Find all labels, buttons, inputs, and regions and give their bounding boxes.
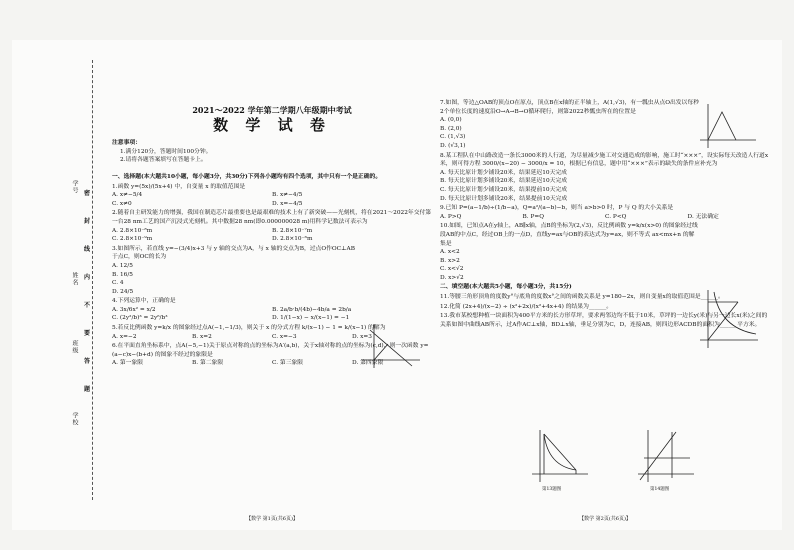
subject-title: 数 学 试 卷 — [213, 115, 331, 134]
seal-char: 答 — [84, 358, 91, 365]
option-a: A. x=−2 — [112, 333, 137, 340]
option-b: B. 每天比原计划多铺设20米，结果延迟10天完成 — [440, 178, 568, 185]
option-c: C. 每天比原计划少铺设20米，结果提前10天完成 — [440, 186, 568, 193]
section-1-header: 一、选择题(本大题共10小题，每小题3分，共30分)下列各小题均有四个选项，其中只有一个是正确的。 — [112, 173, 382, 180]
option-a: A. 3x/6x² = x/2 — [112, 306, 156, 313]
seal-char: 内 — [84, 274, 91, 281]
figure-q7 — [698, 102, 758, 150]
note-item: 2.请将各题答案填写在答题卡上。 — [120, 157, 207, 164]
option-c: C. 2.8×10⁻⁹m — [112, 236, 153, 243]
option-b: B. x=2 — [192, 333, 212, 340]
option-b: B. 2a/b·b/(4b)−4b/a = 2b/a — [272, 306, 352, 313]
option-c: C. 4 — [112, 280, 124, 287]
question-4 — [112, 297, 432, 323]
option-d: D. 每天比原计划多铺设20米，结果提前10天完成 — [440, 195, 568, 202]
name-label: 姓名 — [71, 272, 78, 286]
notes-title: 注意事项： — [112, 140, 141, 147]
option-d: D. 2.8×10⁻⁶m — [272, 236, 313, 243]
question-1 — [112, 183, 432, 209]
figure-q10 — [698, 288, 760, 350]
option-c: C. x≠0 — [112, 200, 132, 207]
option-b: B. x>2 — [440, 257, 460, 264]
option-a: A. 12/5 — [112, 262, 133, 269]
question-stem: 2.随着自主研发能力的增强，我国在制造芯片最重要也是最艰难的技术上有了新突破——光刻机，将在2021～2022年交付第一台28 nm工艺的国产沉浸式光刻机。其中数据28 nm(即0.000000028 m)用科学记数法可表示为 — [112, 210, 432, 225]
section-2-header: 二、填空题(本大题共5小题，每小题3分，共15分) — [440, 284, 572, 291]
exam-sheet — [12, 40, 782, 530]
option-a: A. 第一象限 — [112, 360, 144, 367]
question-stem: 10.如图，已知点A在y轴上，AB∥x轴，点B的坐标为(2,√3)，反比例函数 y=k/x(x>0) 的图象经过线段AB的中点C，经过OB上的一点D，直线y=ax与OB的表达式为y=ax，则不等式 ax<mx+n 的解集是 — [440, 223, 698, 247]
question-8 — [440, 152, 770, 204]
option-b: B. (2,0) — [440, 125, 462, 132]
option-a: A. 每天比原计划少铺设20米，结果延迟10天完成 — [440, 169, 567, 176]
exam-title: 2021～2022 学年第二学期八年级期中考试 — [192, 105, 352, 115]
option-b: B. x≠−4/5 — [272, 192, 303, 199]
option-d: D. 1/(1−x) − x/(x−1) = −1 — [272, 315, 350, 322]
option-b: B. 16/5 — [112, 271, 133, 278]
seal-char: 题 — [84, 386, 91, 393]
seal-line — [92, 60, 93, 500]
option-b: B. P=Q — [522, 213, 544, 220]
question-stem: 8.某工程队在中山路改造一条长3000米的人行道，为尽量减少施工对交通造成的影响，施工时“×××”，设实际每天改造人行道x米，则可得方程 3000/(x−20) − 3000/x = 10，根据已有信息，题中用“×××”表示的缺失的条件应补充为 — [440, 152, 769, 168]
question-3 — [112, 245, 432, 297]
class-label: 班级 — [71, 340, 78, 354]
binding-strip — [12, 40, 104, 530]
question-stem: 9.已知 P=(a−1/b)÷(1/b−a)，Q=a²/(a−b)−b，则当 a>b>0 时，P 与 Q 的大小关系是 — [440, 205, 674, 212]
question-10 — [440, 222, 770, 282]
option-a: A. 2.8×10⁻⁸m — [112, 227, 153, 234]
option-a: A. x≠−5/4 — [112, 192, 143, 199]
seal-char: 封 — [84, 218, 91, 225]
seal-char: 线 — [84, 246, 91, 253]
page-1 — [112, 40, 432, 530]
option-d: D. x=3 — [352, 333, 372, 340]
option-d: D. x=−4/5 — [272, 200, 303, 207]
figure-caption: 第13题图 — [542, 487, 562, 492]
figure-caption: 第14题图 — [650, 487, 670, 492]
question-stem: 7.如图，等边△OAB的顶点O在原点，顶点B在x轴的正半轴上，A(1,√3)，有一瓢虫从点O出发以每秒2个单位长度的速度沿O→A→B→O循环爬行，则第2022秒瓢虫所在的位置是 — [440, 100, 699, 115]
question-stem: 6.在平面直角坐标系中，点A(−5,−1)关于原点对称的点的坐标为A′(a,b)，关于x轴对称的点的坐标为(c,d)，则一次函数 y=(a−c)x−(b+d) 的图象不经过的象限是 — [112, 343, 429, 358]
question-13: 13.我市某校想种植一块面积为400平方米的长方形草坪，要求两邻边均不低于10米，草坪的一边长y(米)与另一边长x(米)之间的关系如图中曲线AB所示，过A作AC⊥x轴，BD⊥x轴，垂足分别为C，D，连接AB，则四边形ACDB的面积为______平方米。 — [440, 313, 768, 328]
figure-q3 — [360, 322, 422, 370]
option-b: B. 第二象限 — [192, 360, 224, 367]
question-2 — [112, 209, 432, 243]
option-a: A. (0,0) — [440, 117, 462, 124]
option-d: D. 无法确定 — [687, 213, 719, 220]
page-2 — [440, 40, 770, 530]
seal-char: 密 — [84, 190, 91, 197]
option-c: C. P<Q — [605, 213, 627, 220]
question-stem: 3.如图所示，若直线 y=−(3/4)x+3 与 y 轴的交点为A，与 x 轴的交点为B，过点O作OC⊥AB 于点C，则OC的长为 — [112, 245, 355, 261]
option-d: D. 24/5 — [112, 288, 134, 295]
question-11: 11.等腰三角形顶角的度数y°与底角的度数x°之间的函数关系是 y=180−2x，则自变量x的取值范围是______。 — [440, 294, 724, 301]
school-label: 学校 — [71, 412, 78, 426]
option-b: B. 2.8×10⁻⁷m — [272, 227, 313, 234]
option-a: A. x<2 — [440, 249, 460, 256]
question-stem: 1.函数 y=(5x)/(5x+4) 中，自变量 x 的取值范围是 — [112, 183, 246, 190]
option-d: D. 第四象限 — [352, 360, 384, 367]
question-12: 12.化简 (2x+4)/(x−2) ÷ (x²+2x)/(x²+4x+4) 的结果为______。 — [440, 303, 613, 310]
seal-char: 不 — [84, 302, 91, 309]
figure-q14 — [636, 428, 696, 486]
question-9 — [440, 204, 770, 221]
seal-char: 要 — [84, 330, 91, 337]
option-c: C. (1,√3) — [440, 134, 466, 141]
question-stem: 5.若反比例函数 y=k/x 的图象经过点A(−1,−1/3)，则关于 x 的分式方程 k/(x−1) − 1 = k/(x−1) 的解为 — [112, 325, 386, 332]
option-c: C. 第三象限 — [272, 360, 304, 367]
page-1-footer: 【数学 第1页(共6页)】 — [246, 516, 298, 523]
option-c: C. (2y²/b)³ = 2y⁶/b³ — [112, 315, 168, 322]
option-c: C. x<√2 — [440, 266, 464, 273]
option-d: D. (√3,1) — [440, 142, 466, 149]
option-c: C. x=−3 — [272, 333, 297, 340]
student-id-label: 学号 — [71, 180, 78, 194]
option-d: D. x>√2 — [440, 274, 464, 281]
page-2-footer: 【数学 第2页(共6页)】 — [579, 516, 631, 523]
note-item: 1.满分120分，答题时间100分钟。 — [120, 148, 212, 155]
question-stem: 4.下列运算中，正确的是 — [112, 298, 176, 305]
option-a: A. P>Q — [440, 213, 462, 220]
figure-q13 — [530, 428, 590, 486]
